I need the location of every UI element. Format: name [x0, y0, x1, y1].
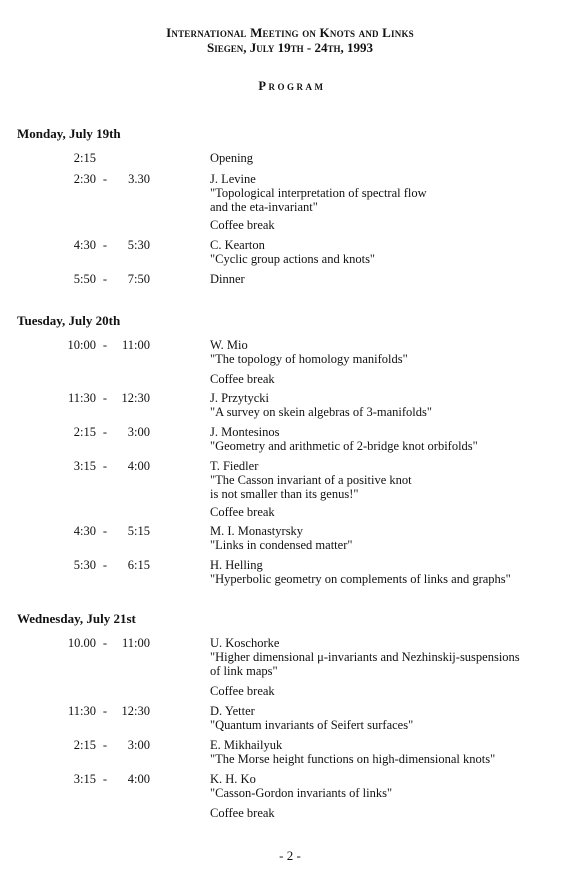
time-separator: - [102, 558, 108, 572]
session-time [46, 238, 150, 253]
session-start-time: 10:00 [67, 338, 96, 352]
talk-title-line: "Quantum invariants of Seifert surfaces" [210, 718, 414, 732]
time-separator: - [102, 272, 108, 286]
session-time [46, 425, 150, 440]
session-entry [210, 218, 275, 232]
session-entry [210, 738, 495, 766]
time-separator: - [102, 238, 108, 252]
session-start-time: 4:30 [73, 524, 96, 538]
session-start-time: 3:15 [73, 772, 96, 786]
speaker-name: E. Mikhailyuk [210, 738, 283, 752]
session-entry [210, 505, 275, 519]
session-start-time: 2:30 [73, 172, 96, 186]
time-separator: - [102, 738, 108, 752]
speaker-name: H. Helling [210, 558, 263, 572]
session-end-time: 3:00 [127, 738, 150, 752]
session-time [46, 391, 150, 406]
session-start-time: 2:15 [73, 425, 96, 439]
speaker-name: W. Mio [210, 338, 248, 352]
time-separator: - [102, 636, 108, 650]
session-entry [210, 151, 253, 165]
talk-title-line: is not smaller than its genus!" [210, 487, 359, 501]
session-entry [210, 636, 520, 678]
time-separator: - [102, 425, 108, 439]
talk-title-line: "Topological interpretation of spectral flow [210, 186, 427, 200]
speaker-name: J. Przytycki [210, 391, 270, 405]
time-separator: - [102, 524, 108, 538]
session-end-time: 4:00 [127, 459, 150, 473]
session-start-time: 3:15 [73, 459, 96, 473]
session-end-time: 5:15 [127, 524, 150, 538]
speaker-name: D. Yetter [210, 704, 255, 718]
session-time [46, 558, 150, 573]
speaker-name: J. Montesinos [210, 425, 280, 439]
session-time [46, 151, 96, 166]
speaker-name: T. Fiedler [210, 459, 259, 473]
talk-title-line: "A survey on skein algebras of 3-manifolds" [210, 405, 432, 419]
session-entry [210, 806, 275, 820]
session-end-time: 3.30 [128, 172, 150, 186]
session-time [46, 738, 150, 753]
session-label: Coffee break [210, 806, 275, 820]
session-entry [210, 338, 408, 366]
talk-title-line: "The Casson invariant of a positive knot [210, 473, 412, 487]
session-start-time: 11:30 [67, 391, 96, 405]
session-start-time: 2:15 [73, 151, 96, 165]
session-label: Coffee break [210, 218, 275, 232]
session-start-time: 10.00 [67, 636, 96, 650]
session-start-time: 11:30 [67, 704, 96, 718]
session-time [46, 459, 150, 474]
session-start-time: 4:30 [73, 238, 96, 252]
meeting-title: International Meeting on Knots and Links [166, 25, 414, 40]
session-entry [210, 272, 245, 286]
session-entry [210, 772, 392, 800]
time-separator: - [102, 338, 108, 352]
talk-title-line: "Higher dimensional μ-invariants and Nezhinskij-suspensions [210, 650, 520, 664]
session-start-time: 5:30 [73, 558, 96, 572]
talk-title-line: "Geometry and arithmetic of 2-bridge knot orbifolds" [210, 439, 478, 453]
session-label: Coffee break [210, 684, 275, 698]
talk-title-line: and the eta-invariant" [210, 200, 318, 214]
session-end-time: 11:00 [121, 636, 150, 650]
session-label: Coffee break [210, 505, 275, 519]
session-entry [210, 238, 375, 266]
session-end-time: 11:00 [121, 338, 150, 352]
session-time [46, 772, 150, 787]
session-label: Coffee break [210, 372, 275, 386]
time-separator: - [102, 704, 108, 718]
talk-title-line: "Links in condensed matter" [210, 538, 353, 552]
session-time [46, 172, 150, 187]
talk-title-line: "The topology of homology manifolds" [210, 352, 408, 366]
speaker-name: U. Koschorke [210, 636, 280, 650]
day-heading: Monday, July 19th [17, 126, 121, 141]
session-end-time: 4:00 [127, 772, 150, 786]
session-end-time: 3:00 [127, 425, 150, 439]
session-label: Dinner [210, 272, 245, 286]
session-end-time: 12:30 [121, 704, 150, 718]
time-separator: - [102, 459, 108, 473]
talk-title-line: of link maps" [210, 664, 278, 678]
session-entry [210, 172, 427, 214]
session-start-time: 2:15 [73, 738, 96, 752]
day-heading: Wednesday, July 21st [17, 611, 136, 626]
session-start-time: 5:50 [73, 272, 96, 286]
session-entry [210, 558, 511, 586]
session-entry [210, 391, 432, 419]
speaker-name: J. Levine [210, 172, 256, 186]
talk-title-line: "Casson-Gordon invariants of links" [210, 786, 393, 800]
session-time [46, 636, 150, 651]
session-time [46, 524, 150, 539]
speaker-name: C. Kearton [210, 238, 265, 252]
session-end-time: 7:50 [127, 272, 150, 286]
talk-title-line: "Hyperbolic geometry on complements of links and graphs" [210, 572, 511, 586]
meeting-location-dates: Siegen, July 19th - 24th, 1993 [207, 40, 373, 55]
session-entry [210, 372, 275, 386]
session-entry [210, 459, 412, 501]
program-heading: Program [258, 79, 326, 93]
session-time [46, 704, 150, 719]
session-end-time: 12:30 [121, 391, 150, 405]
session-time [46, 272, 150, 287]
talk-title-line: "Cyclic group actions and knots" [210, 252, 376, 266]
session-time [46, 338, 150, 353]
session-entry [210, 524, 352, 552]
session-end-time: 5:30 [127, 238, 150, 252]
session-entry [210, 684, 275, 698]
time-separator: - [102, 772, 108, 786]
time-separator: - [102, 172, 108, 186]
speaker-name: K. H. Ko [210, 772, 256, 786]
speaker-name: M. I. Monastyrsky [210, 524, 304, 538]
talk-title-line: "The Morse height functions on high-dimensional knots" [210, 752, 496, 766]
session-label: Opening [210, 151, 254, 165]
session-end-time: 6:15 [127, 558, 150, 572]
session-entry [210, 704, 413, 732]
page-number: - 2 - [279, 848, 301, 863]
time-separator: - [102, 391, 108, 405]
day-heading: Tuesday, July 20th [17, 313, 121, 328]
session-entry [210, 425, 478, 453]
